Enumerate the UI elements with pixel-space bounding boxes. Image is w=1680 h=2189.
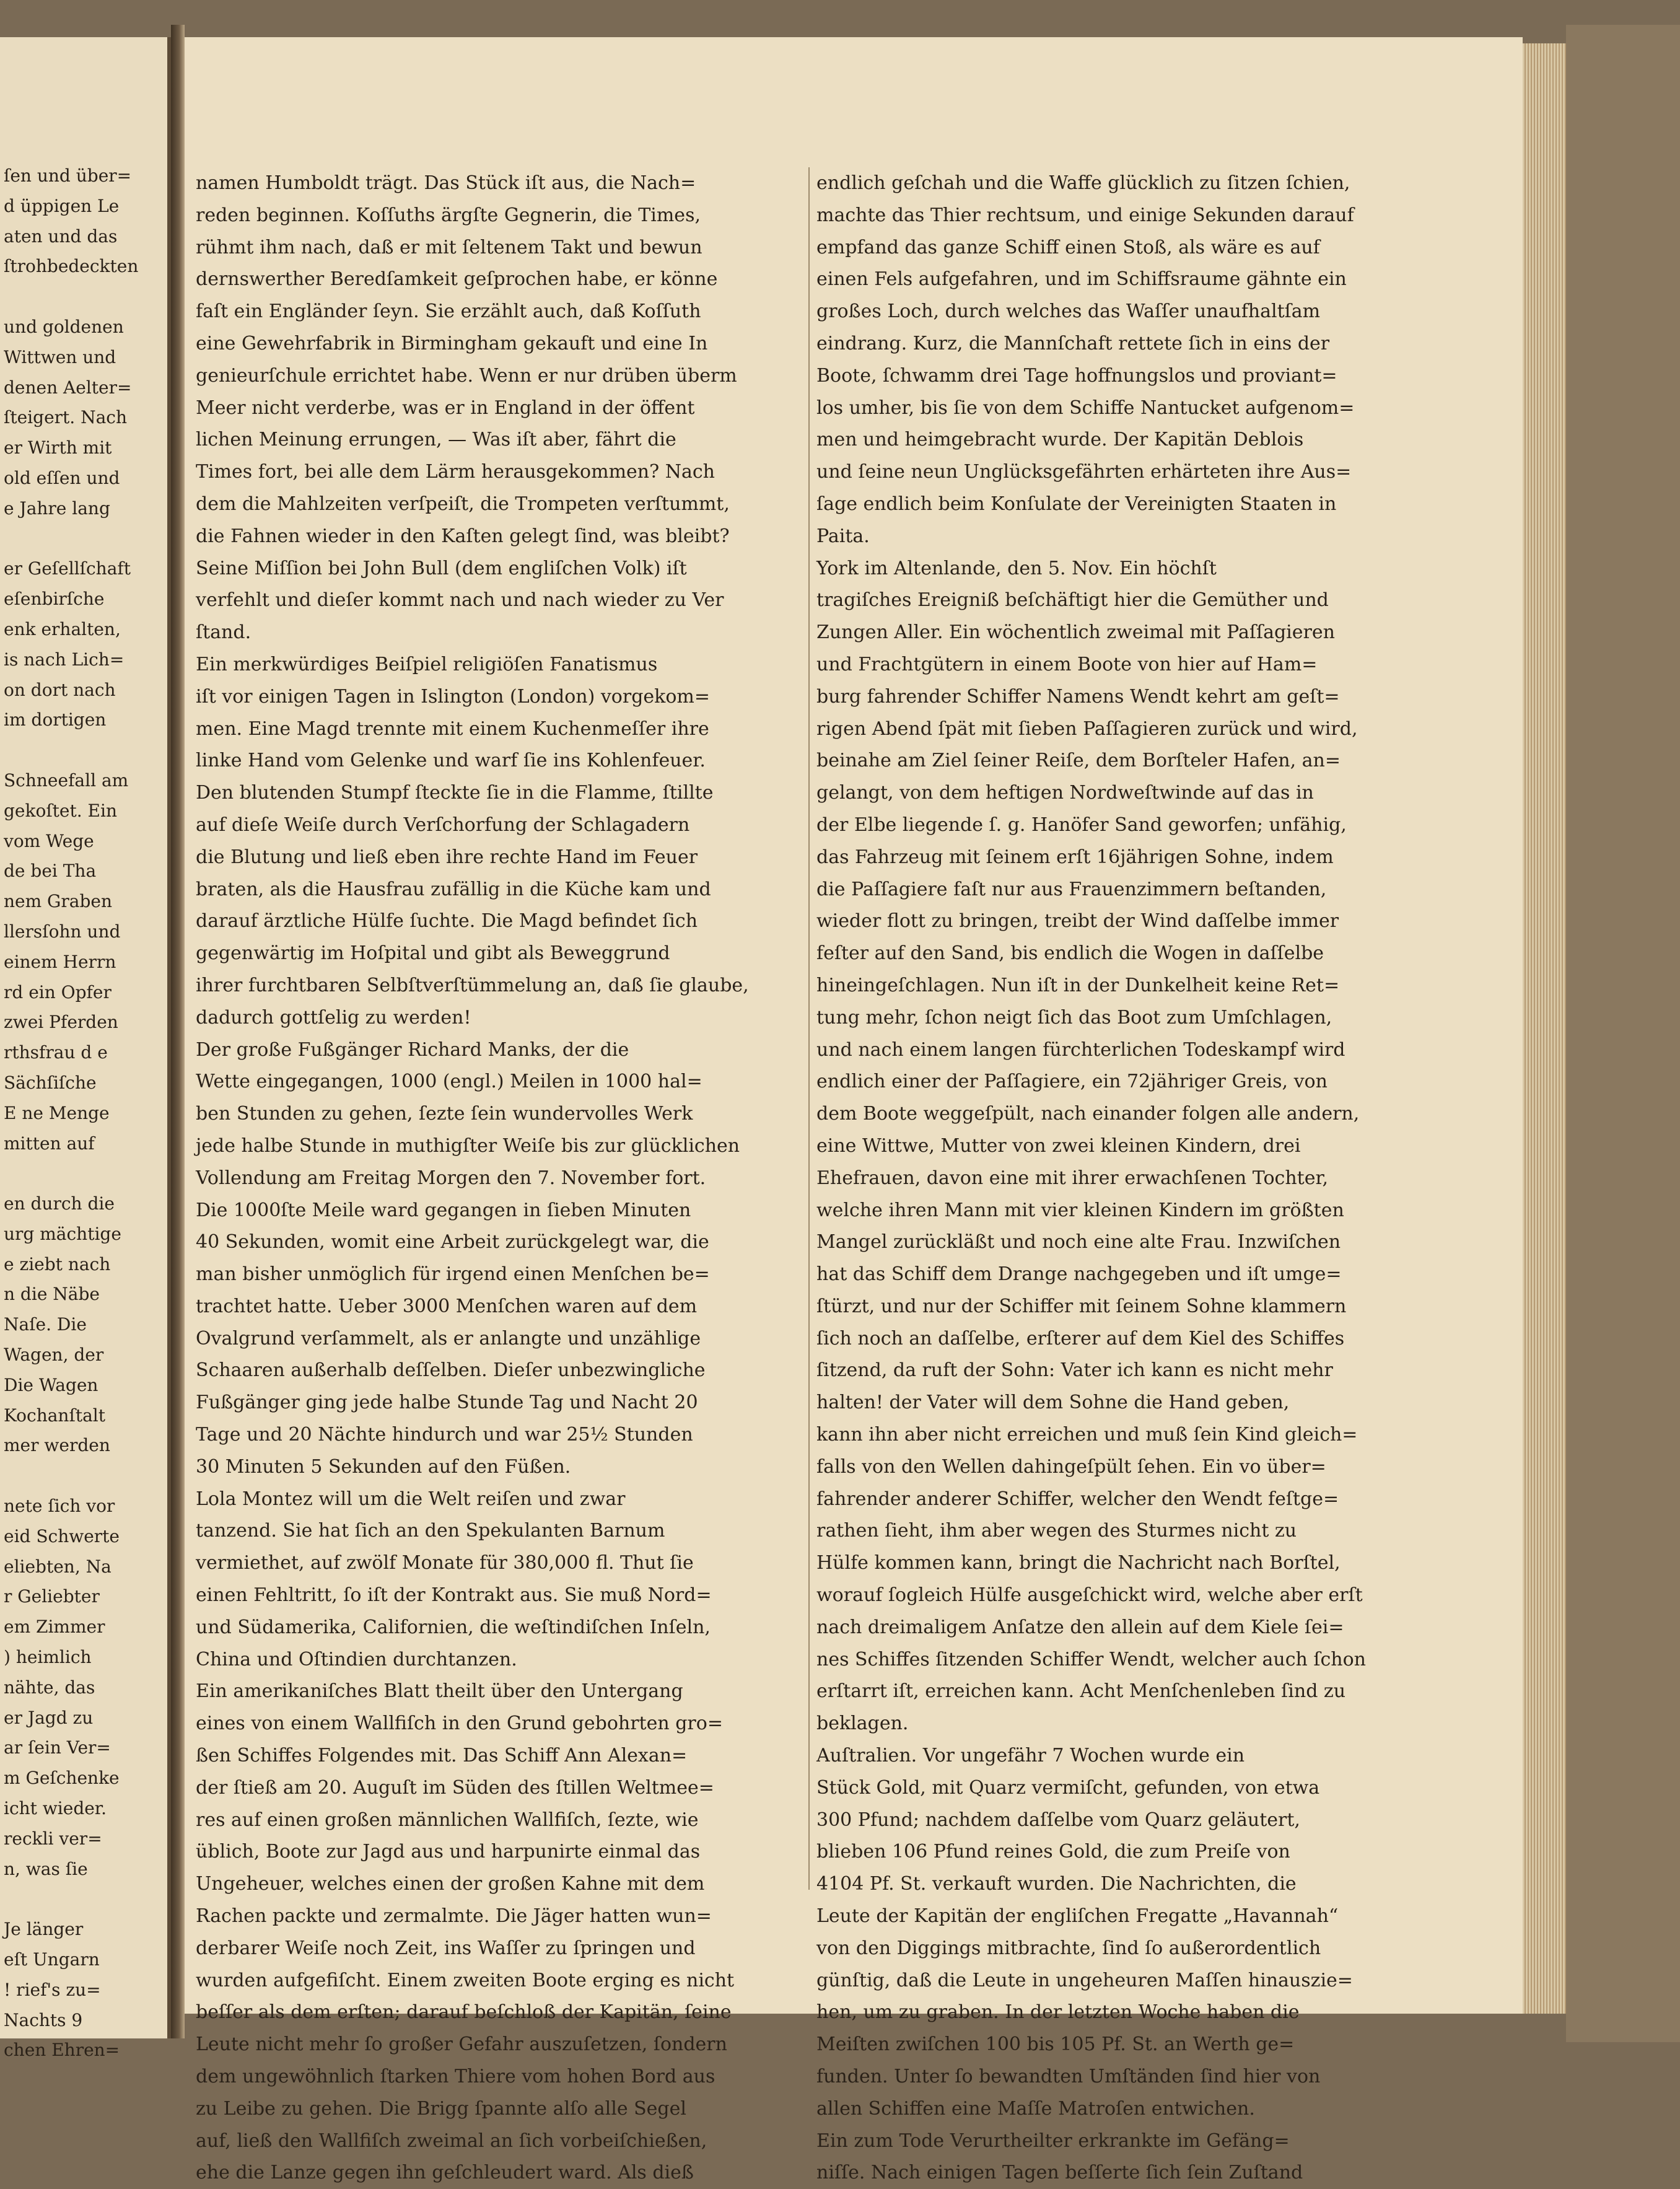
- text-line: Wagen, der: [4, 1345, 104, 1366]
- text-line: funden. Unter ſo bewandten Umſtänden ſind hier von: [816, 2066, 1321, 2088]
- text-line: rthsfrau d e: [4, 1042, 108, 1063]
- text-line: beklagen.: [816, 1713, 909, 1735]
- text-line: enk erhalten,: [4, 618, 121, 639]
- text-line: eſenbirſche: [4, 589, 105, 610]
- text-line: mitten auf: [4, 1133, 95, 1154]
- text-line: nach dreimaligem Anſatze den allein auf dem Kiele ſei=: [816, 1616, 1344, 1638]
- text-line: Den blutenden Stumpf ſteckte ſie in die Flamme, ſtillte: [196, 782, 714, 804]
- text-line: ar ſein Ver=: [4, 1737, 111, 1758]
- text-line: los umher, bis ſie von dem Schiffe Nantucket aufgenom=: [816, 397, 1355, 419]
- text-line: rd ein Opfer: [4, 981, 112, 1002]
- text-line: d üppigen Le: [4, 195, 120, 216]
- text-line: blieben 106 Pfund reines Gold, die zum Preiſe von: [816, 1841, 1290, 1863]
- text-line: hat das Schiff dem Drange nachgegeben und iſt umge=: [816, 1263, 1342, 1286]
- text-line: Fußgänger ging jede halbe Stunde Tag und Nacht 20: [196, 1392, 698, 1414]
- text-line: dem ungewöhnlich ſtarken Thiere vom hohen Bord aus: [196, 2066, 715, 2088]
- text-line: burg fahrender Schiffer Namens Wendt kehrt am geſt=: [816, 685, 1340, 708]
- text-line: rigen Abend ſpät mit ſieben Paſſagieren zurück und wird,: [816, 717, 1358, 740]
- text-line: mer werden: [4, 1435, 110, 1456]
- text-line: ßen Schiffes Folgendes mit. Das Schiff Ann Alexan=: [196, 1745, 688, 1767]
- text-line: reden beginnen. Koſſuths ärgſte Gegnerin, die Times,: [196, 204, 701, 226]
- text-line: tanzend. Sie hat ſich an den Spekulanten Barnum: [196, 1520, 665, 1542]
- text-line: allen Schiffen eine Maſſe Matroſen entwichen.: [816, 2097, 1255, 2120]
- text-line: Wette eingegangen, 1000 (engl.) Meilen in 1000 hal=: [196, 1071, 702, 1093]
- text-line: jede halbe Stunde in muthigſter Weiſe bis zur glücklichen: [196, 1134, 740, 1157]
- text-line: ben Stunden zu gehen, ſezte ſein wundervolles Werk: [196, 1103, 693, 1125]
- text-line: dem Boote weggeſpült, nach einander folgen alle andern,: [816, 1103, 1360, 1125]
- text-line: Zungen Aller. Ein wöchentlich zweimal mit Paſſagieren: [816, 621, 1335, 644]
- text-line: ſtürzt, und nur der Schiffer mit ſeinem Sohne klammern: [816, 1295, 1347, 1317]
- text-line: ſen und über=: [4, 165, 132, 186]
- column-left: [196, 167, 803, 2189]
- text-line: er Wirth mit: [4, 437, 112, 458]
- text-line: on dort nach: [4, 679, 116, 700]
- text-line: die Fahnen wieder in den Kaſten gelegt ſind, was bleibt?: [196, 525, 730, 547]
- text-line: iſt vor einigen Tagen in Islington (London) vorgekom=: [196, 685, 710, 708]
- text-line: Ungeheuer, welches einen der großen Kahne mit dem: [196, 1873, 705, 1895]
- text-line: [4, 1159, 164, 1189]
- left-page: [0, 37, 171, 2061]
- text-line: ) heimlich: [4, 1647, 92, 1668]
- text-line: [4, 1884, 164, 1915]
- text-line: Schneefall am: [4, 770, 129, 791]
- text-line: e ziebt nach: [4, 1253, 111, 1274]
- text-line: Ein merkwürdiges Beiſpiel religiöſen Fanatismus: [196, 653, 658, 675]
- text-line: dadurch gottſelig zu werden!: [196, 1006, 471, 1029]
- text-line: falls von den Wellen dahingeſpült ſehen. Ein vo über=: [816, 1455, 1326, 1478]
- text-line: zu Leibe zu gehen. Die Brigg ſpannte alſo alle Segel: [196, 2097, 686, 2120]
- text-line: old eſſen und: [4, 467, 120, 488]
- text-line: is nach Lich=: [4, 649, 125, 670]
- text-line: Naſe. Die: [4, 1314, 87, 1335]
- text-line: men und heimgebracht wurde. Der Kapitän Deblois: [816, 429, 1304, 451]
- text-line: Boote, ſchwamm drei Tage hoffnungslos und proviant=: [816, 364, 1337, 387]
- text-line: [4, 524, 164, 555]
- text-line: der ſtieß am 20. Auguſt im Süden des ſtillen Weltmee=: [196, 1776, 714, 1799]
- text-line: Der große Fußgänger Richard Manks, der die: [196, 1038, 629, 1061]
- text-line: Die Wagen: [4, 1374, 98, 1395]
- text-line: tragiſches Ereigniß beſchäftigt hier die Gemüther und: [816, 589, 1329, 612]
- text-line: ſtand.: [196, 621, 252, 644]
- text-line: gekoſtet. Ein: [4, 800, 117, 821]
- text-line: 4104 Pf. St. verkauft wurden. Die Nachrichten, die: [816, 1873, 1297, 1895]
- text-line: empfand das ganze Schiff einen Stoß, als wäre es auf: [816, 236, 1320, 258]
- text-line: derbarer Weiſe noch Zeit, ins Waſſer zu ſpringen und: [196, 1937, 696, 1959]
- text-line: genieurſchule errichtet habe. Wenn er nur drüben überm: [196, 364, 737, 387]
- text-line: Rachen packte und zermalmte. Die Jäger hatten wun=: [196, 1905, 712, 1928]
- text-line: eines von einem Wallfiſch in den Grund gebohrten gro=: [196, 1713, 723, 1735]
- text-line: ſtrohbedeckten: [4, 256, 139, 277]
- text-line: China und Oſtindien durchtanzen.: [196, 1648, 517, 1670]
- text-line: erſtarrt iſt, erreichen kann. Acht Menſchenleben ſind zu: [816, 1680, 1346, 1703]
- text-line: endlich geſchah und die Waffe glücklich zu ſitzen ſchien,: [816, 172, 1350, 194]
- text-line: Je länger: [4, 1919, 84, 1940]
- text-line: die Blutung und ließ eben ihre rechte Hand im Feuer: [196, 846, 698, 868]
- text-line: Ehefrauen, davon eine mit ihrer erwachſenen Tochter,: [816, 1167, 1329, 1189]
- text-line: er Jagd zu: [4, 1707, 94, 1728]
- text-line: Kochanſtalt: [4, 1405, 105, 1426]
- text-line: reckli ver=: [4, 1828, 102, 1849]
- text-line: das Fahrzeug mit ſeinem erſt 16jährigen Sohne, indem: [816, 846, 1334, 868]
- text-line: eſt Ungarn: [4, 1949, 100, 1970]
- text-line: Lola Montez will um die Welt reiſen und zwar: [196, 1488, 626, 1510]
- text-line: Paita.: [816, 525, 870, 547]
- text-line: Stück Gold, mit Quarz vermiſcht, gefunden, von etwa: [816, 1776, 1320, 1799]
- text-line: Meer nicht verderbe, was er in England in der öffent: [196, 397, 695, 419]
- text-line: [4, 1461, 164, 1491]
- text-line: ehe die Lanze gegen ihn geſchleudert ward. Als dieß: [196, 2162, 694, 2184]
- text-line: urg mächtige: [4, 1223, 121, 1244]
- text-line: Mangel zurückläßt und noch eine alte Frau. Inzwiſchen: [816, 1231, 1341, 1253]
- text-line: hen, um zu graben. In der letzten Woche haben die: [816, 2001, 1300, 2024]
- text-line: dernswerther Beredſamkeit geſprochen habe, er könne: [196, 268, 718, 291]
- text-line: n, was ſie: [4, 1858, 88, 1879]
- text-line: Times fort, bei alle dem Lärm herausgekommen? Nach: [196, 461, 715, 483]
- text-line: Leute der Kapitän der engliſchen Fregatte „Havannah“: [816, 1905, 1339, 1928]
- text-line: und nach einem langen fürchterlichen Todeskampf wird: [816, 1038, 1345, 1061]
- text-line: Leute nicht mehr ſo großer Gefahr auszuſetzen, ſondern: [196, 2033, 727, 2056]
- text-line: einen Fehltritt, ſo iſt der Kontrakt aus. Sie muß Nord=: [196, 1584, 712, 1607]
- text-line: Auſtralien. Vor ungefähr 7 Wochen wurde ein: [816, 1745, 1245, 1767]
- text-line: eid Schwerte: [4, 1525, 120, 1546]
- text-line: tung mehr, ſchon neigt ſich das Boot zum Umſchlagen,: [816, 1006, 1332, 1029]
- text-line: ſteigert. Nach: [4, 407, 127, 428]
- text-line: nes Schiffes ſitzenden Schiffer Wendt, welcher auch ſchon: [816, 1648, 1366, 1670]
- column-right: [816, 167, 1436, 2189]
- text-line: einem Herrn: [4, 951, 116, 972]
- text-line: nähte, das: [4, 1677, 95, 1698]
- text-line: ſitzend, da ruft der Sohn: Vater ich kann es nicht mehr: [816, 1359, 1333, 1382]
- text-line: und goldenen: [4, 316, 124, 337]
- text-line: niſſe. Nach einigen Tagen beſſerte ſich ſein Zuſtand: [816, 2162, 1303, 2184]
- text-line: auf, ließ den Wallfiſch zweimal an ſich vorbeiſchießen,: [196, 2130, 707, 2152]
- text-line: en durch die: [4, 1193, 115, 1214]
- text-line: fahrender anderer Schiffer, welcher den Wendt feſtge=: [816, 1488, 1339, 1510]
- text-line: Ein zum Tode Verurtheilter erkrankte im Gefäng=: [816, 2130, 1290, 2152]
- text-line: die Paſſagiere faſt nur aus Frauenzimmern beſtanden,: [816, 878, 1327, 900]
- text-line: namen Humboldt trägt. Das Stück iſt aus, die Nach=: [196, 172, 696, 194]
- text-line: vermiethet, auf zwölf Monate für 380,000 fl. Thut ſie: [196, 1552, 694, 1574]
- text-line: Tage und 20 Nächte hindurch und war 25½ Stunden: [196, 1424, 693, 1446]
- text-line: m Geſchenke: [4, 1768, 120, 1789]
- text-line: lichen Meinung errungen, — Was iſt aber, fährt die: [196, 429, 676, 451]
- text-line: dem die Mahlzeiten verſpeiſt, die Trompeten verſtummt,: [196, 493, 730, 515]
- text-line: endlich einer der Paſſagiere, ein 72jähriger Greis, von: [816, 1071, 1328, 1093]
- text-line: im dortigen: [4, 709, 107, 730]
- text-line: nem Graben: [4, 891, 113, 912]
- text-line: zwei Pferden: [4, 1012, 118, 1033]
- text-line: beſſer als dem erſten; darauf beſchloß der Kapitän, ſeine: [196, 2001, 732, 2024]
- text-line: gegenwärtig im Hoſpital und gibt als Beweggrund: [196, 942, 670, 965]
- text-line: eliebten, Na: [4, 1556, 112, 1577]
- text-line: halten! der Vater will dem Sohne die Hand geben,: [816, 1392, 1290, 1414]
- text-line: icht wieder.: [4, 1798, 107, 1819]
- text-line: großes Loch, durch welches das Waſſer unaufhaltſam: [816, 300, 1321, 323]
- text-line: res auf einen großen männlichen Wallfiſch, ſezte, wie: [196, 1809, 699, 1831]
- text-line: York im Altenlande, den 5. Nov. Ein höchſt: [816, 557, 1217, 579]
- text-line: braten, als die Hausfrau zufällig in die Küche kam und: [196, 878, 711, 900]
- text-line: hineingeſchlagen. Nun iſt in der Dunkelheit keine Ret=: [816, 974, 1340, 996]
- text-line: darauf ärztliche Hülfe ſuchte. Die Magd befindet ſich: [196, 910, 698, 932]
- column-divider: [808, 167, 810, 1890]
- text-line: eine Gewehrfabrik in Birmingham gekauft und eine In: [196, 332, 708, 354]
- text-line: der Elbe liegende ſ. g. Hanöfer Sand geworfen; unfähig,: [816, 814, 1347, 836]
- text-line: wieder flott zu bringen, treibt der Wind daſſelbe immer: [816, 910, 1339, 932]
- text-line: chen Ehren=: [4, 2040, 120, 2061]
- text-line: faſt ein Engländer ſeyn. Sie erzählt auch, daß Koſſuth: [196, 300, 701, 323]
- text-line: Wittwen und: [4, 346, 116, 367]
- text-line: de bei Tha: [4, 861, 97, 882]
- text-line: 300 Pfund; nachdem daſſelbe vom Quarz geläutert,: [816, 1809, 1300, 1831]
- text-line: kann ihn aber nicht erreichen und muß ſein Kind gleich=: [816, 1424, 1358, 1446]
- text-line: wurden aufgefiſcht. Einem zweiten Boote erging es nicht: [196, 1969, 735, 1991]
- text-line: denen Aelter=: [4, 377, 132, 398]
- book-gutter: [171, 25, 185, 2038]
- page-edges: [1523, 43, 1566, 2014]
- text-line: vom Wege: [4, 830, 94, 851]
- text-line: beinahe am Ziel ſeiner Reiſe, dem Borſteler Hafen, an=: [816, 750, 1341, 772]
- text-line: welche ihren Mann mit vier kleinen Kindern im größten: [816, 1199, 1344, 1221]
- text-line: e Jahre lang: [4, 498, 110, 519]
- book-cover-board: [1566, 25, 1680, 2042]
- text-line: üblich, Boote zur Jagd aus und harpunirte einmal das: [196, 1841, 701, 1863]
- text-line: Schaaren außerhalb deſſelben. Dieſer unbezwingliche: [196, 1359, 706, 1382]
- text-line: Vollendung am Freitag Morgen den 7. November fort.: [196, 1167, 706, 1189]
- text-line: Meiſten zwiſchen 100 bis 105 Pf. St. an Werth ge=: [816, 2033, 1295, 2056]
- text-line: Hülfe kommen kann, bringt die Nachricht nach Borſtel,: [816, 1552, 1341, 1574]
- text-line: ! rief's zu=: [4, 1979, 101, 2000]
- text-line: llersſohn und: [4, 921, 121, 942]
- text-line: worauf ſogleich Hülfe ausgeſchickt wird, welche aber erſt: [816, 1584, 1363, 1607]
- text-line: man bisher unmöglich für irgend einen Menſchen be=: [196, 1263, 710, 1286]
- text-line: und Südamerika, Californien, die weſtindiſchen Inſeln,: [196, 1616, 711, 1638]
- text-line: und Frachtgütern in einem Boote von hier auf Ham=: [816, 653, 1318, 675]
- text-line: Sächſiſche: [4, 1072, 97, 1093]
- text-line: machte das Thier rechtsum, und einige Sekunden darauf: [816, 204, 1354, 226]
- text-line: [4, 735, 164, 766]
- text-line: eine Wittwe, Mutter von zwei kleinen Kindern, drei: [816, 1134, 1301, 1157]
- text-line: ihrer furchtbaren Selbſtverſtümmelung an, daß ſie glaube,: [196, 974, 749, 996]
- text-line: einen Fels aufgefahren, und im Schiffsraume gähnte ein: [816, 268, 1347, 291]
- text-line: 30 Minuten 5 Sekunden auf den Füßen.: [196, 1455, 571, 1478]
- text-line: trachtet hatte. Ueber 3000 Menſchen waren auf dem: [196, 1295, 698, 1317]
- text-line: Ein amerikaniſches Blatt theilt über den Untergang: [196, 1680, 683, 1703]
- text-line: ſich noch an daſſelbe, erſterer auf dem Kiel des Schiffes: [816, 1327, 1345, 1349]
- text-line: em Zimmer: [4, 1617, 105, 1638]
- text-line: 40 Sekunden, womit eine Arbeit zurückgelegt war, die: [196, 1231, 709, 1253]
- text-line: ſage endlich beim Konſulate der Vereinigten Staaten in: [816, 493, 1337, 515]
- text-line: r Geliebter: [4, 1586, 100, 1607]
- text-line: Seine Miſſion bei John Bull (dem engliſchen Volk) iſt: [196, 557, 687, 579]
- text-line: Nachts 9: [4, 2009, 83, 2030]
- left-page-text-fragment: [4, 161, 164, 2066]
- text-line: men. Eine Magd trennte mit einem Kuchenmeſſer ihre: [196, 717, 709, 740]
- text-line: eindrang. Kurz, die Mannſchaft rettete ſich in eins der: [816, 332, 1330, 354]
- text-line: aten und das: [4, 226, 118, 247]
- text-line: feſter auf den Sand, bis endlich die Wogen in daſſelbe: [816, 942, 1324, 965]
- text-line: nete ſich vor: [4, 1496, 115, 1517]
- text-line: gelangt, von dem heftigen Nordweſtwinde auf das in: [816, 782, 1314, 804]
- text-line: Ovalgrund verſammelt, als er anlangte und unzählige: [196, 1327, 701, 1349]
- text-line: auf dieſe Weiſe durch Verſchorfung der Schlagadern: [196, 814, 690, 836]
- text-line: günſtig, daß die Leute in ungeheuren Maſſen hinausziе=: [816, 1969, 1353, 1991]
- text-line: von den Diggings mitbrachte, ſind ſo außerordentlich: [816, 1937, 1321, 1959]
- text-line: n die Näbe: [4, 1284, 100, 1305]
- text-line: rathen ſieht, ihm aber wegen des Sturmes nicht zu: [816, 1520, 1297, 1542]
- text-line: Die 1000ſte Meile ward gegangen in ſieben Minuten: [196, 1199, 691, 1221]
- text-line: [4, 282, 164, 312]
- text-line: E ne Menge: [4, 1102, 110, 1123]
- text-line: er Geſellſchaft: [4, 558, 131, 579]
- text-line: rühmt ihm nach, daß er mit ſeltenem Takt und bewun: [196, 236, 702, 258]
- text-line: verfehlt und dieſer kommt nach und nach wieder zu Ver: [196, 589, 724, 612]
- text-line: linke Hand vom Gelenke und warf ſie ins Kohlenfeuer.: [196, 750, 706, 772]
- text-line: und ſeine neun Unglücksgefährten erhärteten ihre Aus=: [816, 461, 1352, 483]
